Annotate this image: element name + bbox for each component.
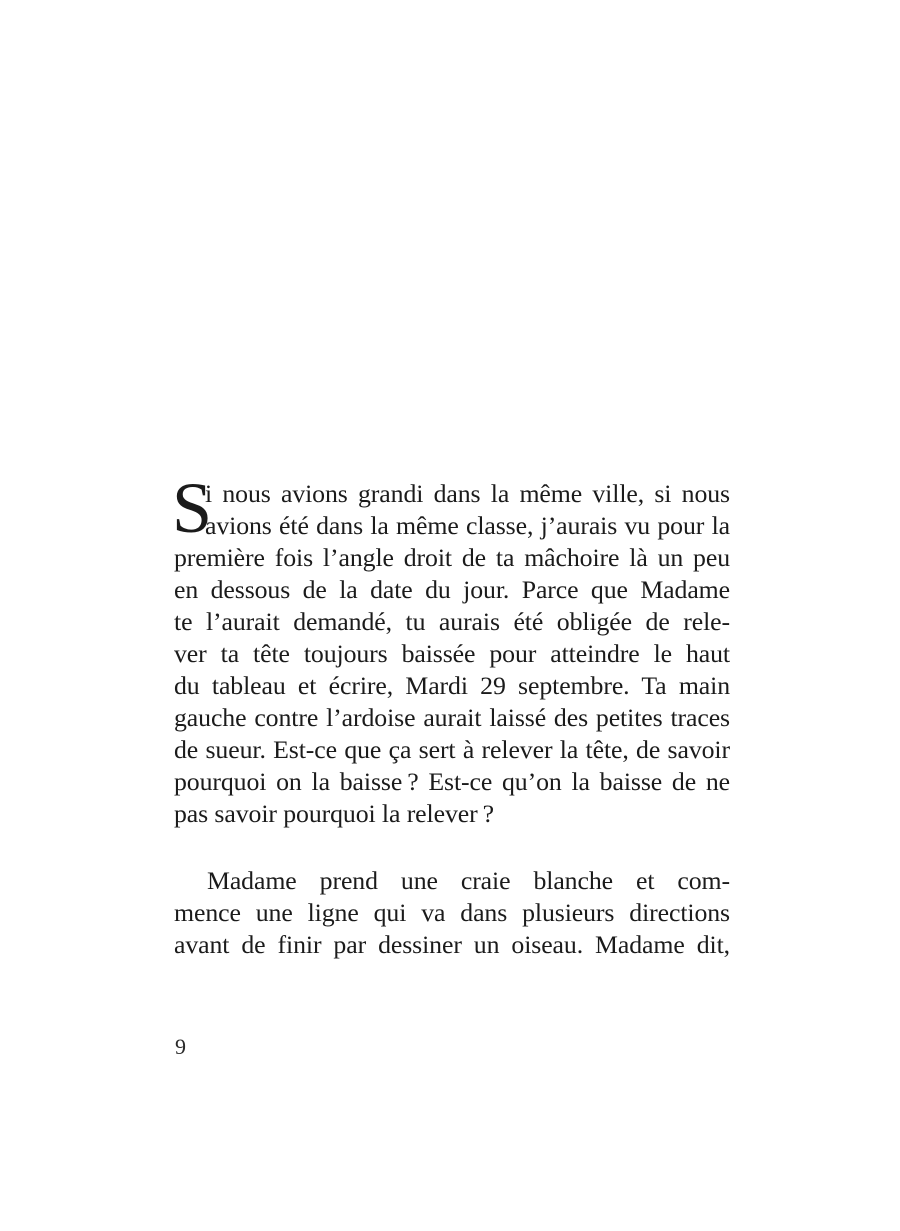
text-line: pourquoi on la baisse ? Est-ce qu’on la baisse de ne [174, 767, 730, 796]
text-line: première fois l’angle droit de ta mâchoire là un peu [174, 543, 730, 572]
text-block [172, 468, 730, 961]
text-line: ver ta tête toujours baissée pour atteindre le haut [174, 639, 730, 668]
text-line: avions été dans la même classe, j’aurais vu pour la [205, 511, 730, 540]
text-line: i nous avions grandi dans la même ville, si nous [205, 479, 730, 508]
text-line: gauche contre l’ardoise aurait laissé des petites traces [174, 703, 730, 732]
text-line: pas savoir pourquoi la relever ? [174, 799, 495, 828]
text-line: te l’aurait demandé, tu aurais été obligée de rele- [174, 607, 730, 636]
text-line: en dessous de la date du jour. Parce que Madame [174, 575, 730, 604]
text-line: Madame prend une craie blanche et com- [207, 866, 730, 895]
paragraph [172, 468, 730, 830]
paragraph [174, 865, 730, 961]
text-line: du tableau et écrire, Mardi 29 septembre. Ta main [174, 671, 730, 700]
text-line: mence une ligne qui va dans plusieurs directions [174, 898, 730, 927]
text-line: avant de finir par dessiner un oiseau. Madame dit, [174, 930, 730, 959]
page-number: 9 [175, 1034, 186, 1059]
text-line: de sueur. Est-ce que ça sert à relever la tête, de savoir [174, 735, 730, 764]
drop-cap: S [172, 468, 212, 548]
